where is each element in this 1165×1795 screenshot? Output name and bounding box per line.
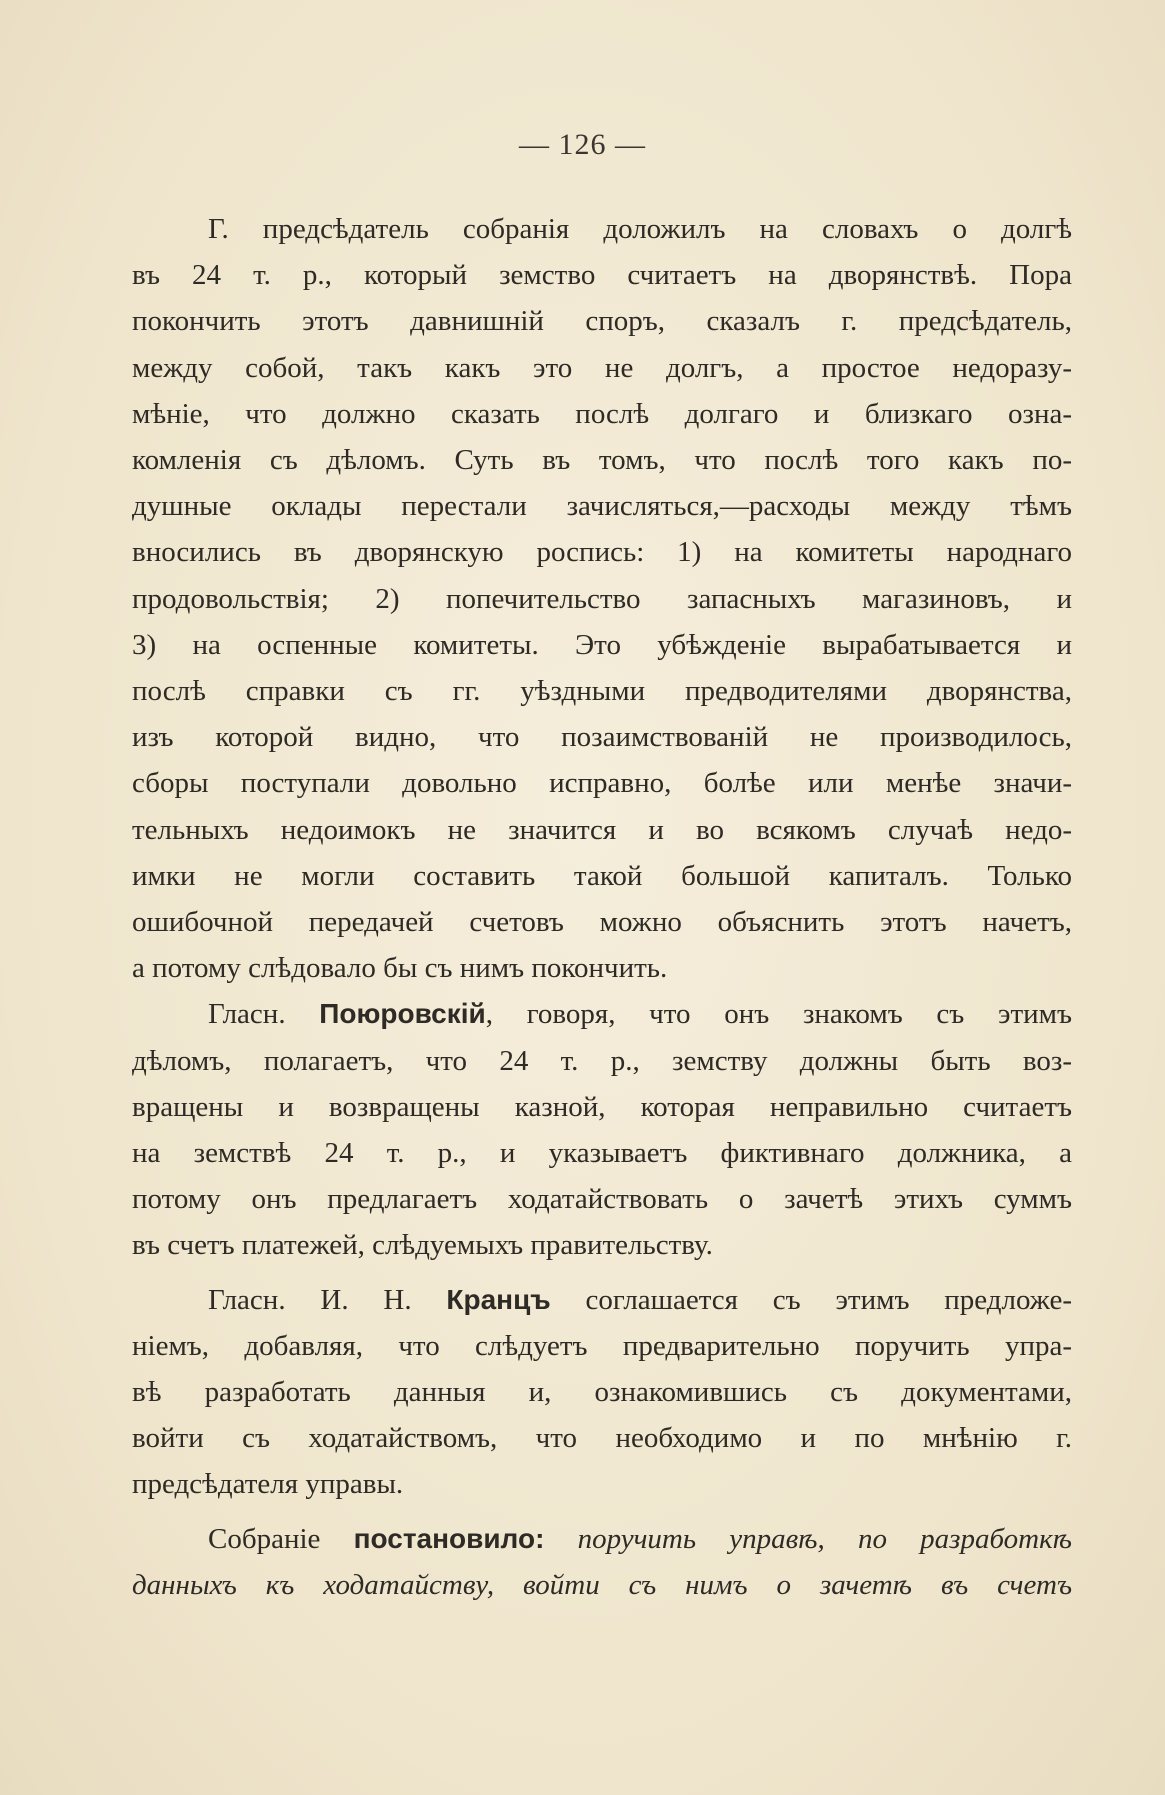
text-line: имки не могли составить такой большой капиталъ. Только: [132, 859, 1072, 892]
speaker-remark: , говоря, что онъ знакомъ съ этимъ: [485, 998, 1072, 1031]
body-text: [132, 206, 1072, 1608]
paragraph-krants: [132, 1277, 1072, 1508]
speaker-prefix: Гласн.: [208, 998, 320, 1031]
text-line: дѣломъ, полагаетъ, что 24 т. р., земству должны быть воз-: [132, 1044, 1072, 1077]
text-line: данныхъ къ ходатайству, войти съ нимъ о зачетѣ въ счетъ: [132, 1568, 1072, 1601]
text-line: послѣ справки съ гг. уѣздными предводителями дворянства,: [132, 675, 1072, 708]
text-line: ошибочной передачей счетовъ можно объяснить этотъ начетъ,: [132, 906, 1072, 939]
text-line: на земствѣ 24 т. р., и указываетъ фиктивнаго должника, а: [132, 1137, 1072, 1170]
resolution-keyword: постановило:: [353, 1522, 545, 1554]
text-line: тельныхъ недоимокъ не значится и во всякомъ случаѣ недо-: [132, 813, 1072, 846]
text-line: [132, 991, 1072, 1037]
text-line: ніемъ, добавляя, что слѣдуетъ предварительно поручить упра-: [132, 1329, 1072, 1362]
paragraph-chairman-report: [132, 206, 1072, 991]
speaker-remark: соглашается съ этимъ предложе-: [550, 1283, 1072, 1316]
text-line: Г. предсѣдатель собранія доложилъ на словахъ о долгѣ: [208, 213, 1072, 245]
text-line: [132, 1277, 1072, 1323]
text-line: душные оклады перестали зачисляться,—расходы между тѣмъ: [132, 490, 1072, 523]
text-line: вращены и возвращены казной, которая неправильно считаетъ: [132, 1090, 1072, 1123]
text-line: покончить этотъ давнишній споръ, сказалъ г. предсѣдатель,: [132, 305, 1072, 338]
text-line: войти съ ходатайствомъ, что необходимо и по мнѣнію г.: [132, 1422, 1072, 1455]
text-line: [132, 1516, 1072, 1562]
text-line: мѣніе, что должно сказать послѣ долгаго и близкаго озна-: [132, 397, 1072, 430]
paragraph-poyurovsky: [132, 991, 1072, 1268]
resolution-prefix: Собраніе: [208, 1522, 354, 1555]
page-number: — 126 —: [519, 128, 646, 161]
text-line: комленія съ дѣломъ. Суть въ томъ, что послѣ того какъ по-: [132, 444, 1072, 477]
text-line: между собой, такъ какъ это не долгъ, а простое недоразу-: [132, 351, 1072, 384]
text-line: продовольствія; 2) попечительство запасныхъ магазиновъ, и: [132, 582, 1072, 615]
text-line: въ 24 т. р., который земство считаетъ на дворянствѣ. Пора: [132, 259, 1072, 292]
speaker-prefix: Гласн. И. Н.: [208, 1283, 447, 1316]
text-line: вѣ разработать данныя и, ознакомившись съ документами,: [132, 1376, 1072, 1409]
speaker-name: Кранцъ: [446, 1283, 551, 1315]
text-line: изъ которой видно, что позаимствованій не производилось,: [132, 721, 1072, 754]
text-line: сборы поступали довольно исправно, болѣе или менѣе значи-: [132, 767, 1072, 800]
speaker-name: Поюровскій: [319, 998, 486, 1030]
paragraph-resolution: [132, 1516, 1072, 1608]
text-line: потому онъ предлагаетъ ходатайствовать о зачетѣ этихъ суммъ: [132, 1183, 1072, 1216]
text-line: вносились въ дворянскую роспись: 1) на комитеты народнаго: [132, 536, 1072, 569]
text-line: а потому слѣдовало бы съ нимъ покончить.: [132, 952, 668, 985]
text-line: 3) на оспенные комитеты. Это убѣжденіе вырабатывается и: [132, 628, 1072, 661]
resolution-text: поручить управѣ, по разработкѣ: [544, 1522, 1073, 1555]
text-line: въ счетъ платежей, слѣдуемыхъ правительству.: [132, 1229, 713, 1262]
text-line: предсѣдателя управы.: [132, 1468, 404, 1501]
